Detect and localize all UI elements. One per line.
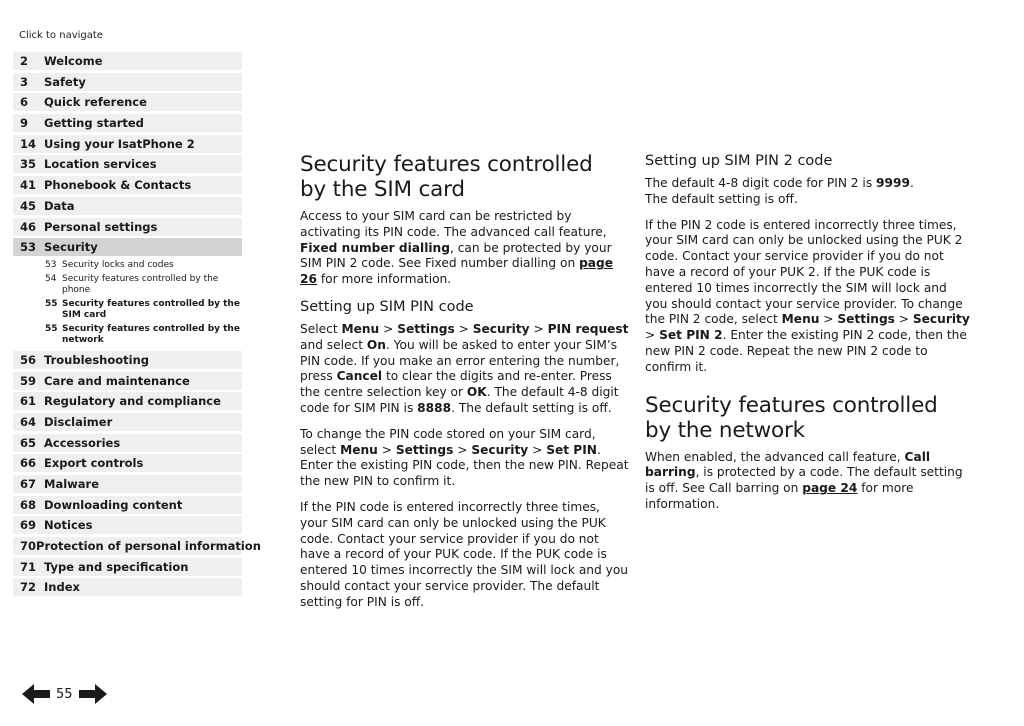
sim-intro-paragraph: Access to your SIM card can be restricted by activating its PIN code. The advanced call feature, Fixed number dialling, can be protected by your SIM PIN 2 code. See Fixed number dialling on page 26 for more information.: [300, 209, 614, 287]
sim-pin-heading: Setting up SIM PIN code: [300, 298, 474, 315]
nav-item-location-services[interactable]: 35 Location services: [13, 155, 242, 173]
nav-item-care-maintenance[interactable]: 59 Care and maintenance: [13, 372, 242, 390]
nav-item-safety[interactable]: 3 Safety: [13, 73, 242, 91]
pin2-puk2-paragraph: If the PIN 2 code is entered incorrectly three times, your SIM card can only be unlocked using the PUK 2 code. Contact your service provider if you do not have a record of your PUK 2. If the PUK code is entered 10 times incorrectly the SIM will lock and you should contact your service provider. To change the PIN 2 code, select Menu > Settings > Security > Set PIN 2. Enter the existing PIN 2 code, then the new PIN 2 code. Repeat the new PIN 2 code to confirm it.: [645, 217, 970, 374]
nav-item-type-specification[interactable]: 71 Type and specification: [13, 558, 242, 576]
nav-subitem-sim-features[interactable]: 55 Security features controlled by the SIM card: [45, 298, 240, 320]
page-footer: [21, 682, 108, 706]
nav-item-notices[interactable]: 69 Notices: [13, 516, 242, 534]
nav-item-malware[interactable]: 67 Malware: [13, 475, 242, 493]
network-section-title: Security features controlled by the network: [645, 392, 938, 443]
nav-item-regulatory[interactable]: 61 Regulatory and compliance: [13, 392, 242, 410]
nav-item-disclaimer[interactable]: 64 Disclaimer: [13, 413, 242, 431]
puk-paragraph: If the PIN code is entered incorrectly three times, your SIM card can only be unlocked using the PUK code. Contact your service provider if you do not have a record of your PUK code. If the PUK code is entered 10 times incorrectly the SIM will lock and you should contact your service provider. The default setting for PIN is off.: [300, 499, 629, 609]
page-26-link[interactable]: page 26: [300, 256, 614, 287]
nav-item-quick-reference[interactable]: 6 Quick reference: [13, 93, 242, 111]
arrow-left-icon[interactable]: [21, 683, 51, 705]
nav-subitem-phone-features[interactable]: 54 Security features controlled by the phone: [45, 273, 219, 295]
nav-item-export-controls[interactable]: 66 Export controls: [13, 454, 242, 472]
nav-subitem-network-features[interactable]: 55 Security features controlled by the network: [45, 323, 240, 345]
arrow-right-icon[interactable]: [78, 683, 108, 705]
nav-subitem-locks-codes[interactable]: 53 Security locks and codes: [45, 259, 174, 270]
page-number: 55: [56, 686, 73, 702]
call-barring-paragraph: When enabled, the advanced call feature, Call barring, is protected by a code. The default setting is off. See Call barring on page 24 for more information.: [645, 449, 963, 511]
nav-item-downloading-content[interactable]: 68 Downloading content: [13, 496, 242, 514]
content-column-right: [645, 152, 970, 523]
nav-item-troubleshooting[interactable]: 56 Troubleshooting: [13, 351, 242, 369]
nav-caption: Click to navigate: [19, 30, 103, 41]
pin2-default-paragraph: The default 4-8 digit code for PIN 2 is 9999. The default setting is off.: [645, 176, 914, 206]
nav-item-data[interactable]: 45 Data: [13, 197, 242, 215]
nav-item-personal-settings[interactable]: 46 Personal settings: [13, 218, 242, 236]
nav-subitems: [13, 259, 242, 351]
sim-pin-paragraph: Select Menu > Settings > Security > PIN request and select On. You will be asked to enter your SIM’s PIN code. If you make an error entering the number, press Cancel to clear the digits and re-enter. Press the centre selection key or OK. The default 4-8 digit code for SIM PIN is 8888. The default setting is off.: [300, 321, 629, 415]
nav-item-phonebook[interactable]: 41 Phonebook & Contacts: [13, 176, 242, 194]
nav-item-index[interactable]: 72 Index: [13, 578, 242, 596]
change-pin-paragraph: To change the PIN code stored on your SIM card, select Menu > Settings > Security > Set PIN. Enter the existing PIN code, then the new PIN. Repeat the new PIN to confirm it.: [300, 426, 629, 489]
nav-item-accessories[interactable]: 65 Accessories: [13, 434, 242, 452]
nav-item-personal-information[interactable]: 70 Protection of personal information: [13, 537, 242, 555]
sim-section-title: Security features controlled by the SIM card: [300, 152, 593, 202]
page-24-link[interactable]: page 24: [802, 481, 858, 496]
nav-item-security[interactable]: 53 Security: [13, 238, 242, 256]
sim-pin2-heading: Setting up SIM PIN 2 code: [645, 153, 833, 169]
nav-item-welcome[interactable]: 2 Welcome: [13, 52, 242, 70]
nav-item-getting-started[interactable]: 9 Getting started: [13, 114, 242, 132]
nav-item-using-isatphone[interactable]: 14 Using your IsatPhone 2: [13, 135, 242, 153]
content-column-left: [300, 152, 630, 621]
nav-list: [13, 52, 261, 599]
